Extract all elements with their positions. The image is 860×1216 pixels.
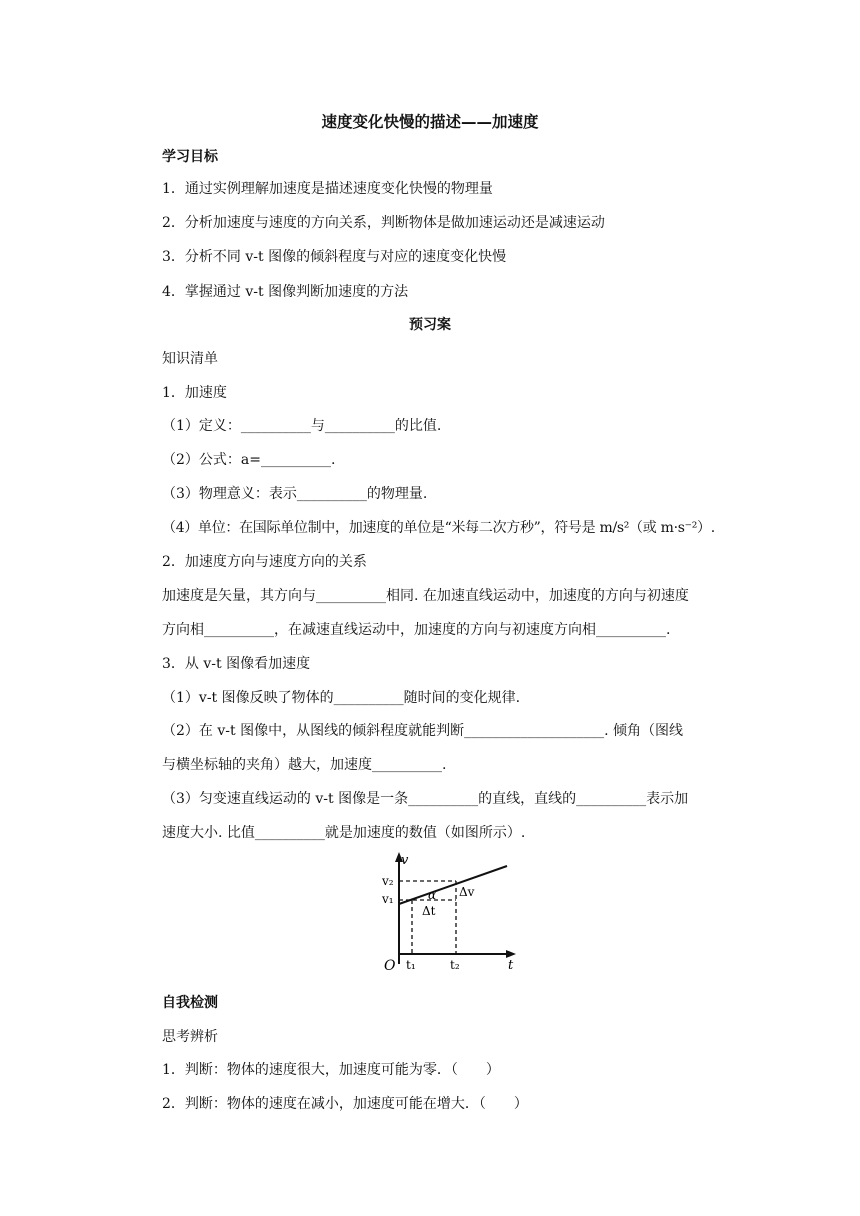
preview-heading: 预习案 [409,317,451,333]
fill-in-line: 速度大小. 比值__________就是加速度的数值（如图所示）. [162,825,526,841]
fill-in-line: （2）公式：a=__________. [162,452,336,468]
objective-item: 1．通过实例理解加速度是描述速度变化快慢的物理量 [162,181,493,197]
origin-label: O [384,958,396,972]
objective-item: 3．分析不同 v-t 图像的倾斜程度与对应的速度变化快慢 [162,249,507,265]
paragraph-line: 方向相__________，在减速直线运动中，加速度的方向与初速度方向相__________. [162,622,671,638]
section-title: 3．从 v-t 图像看加速度 [162,656,311,672]
knowledge-list-heading: 知识清单 [162,351,218,367]
fill-in-line: 与横坐标轴的夹角）越大，加速度__________. [162,757,447,773]
fill-in-line: （2）在 v-t 图像中，从图线的倾斜程度就能判断____________________. 倾角（图线 [162,723,683,739]
delta-v-label: Δv [459,885,475,899]
judgement-item: 2．判断：物体的速度在减小，加速度可能在增大．（ ） [162,1096,528,1112]
page-title: 速度变化快慢的描述——加速度 [321,113,539,131]
fill-in-line: （1）定义：__________与__________的比值. [162,418,442,434]
section-title: 2．加速度方向与速度方向的关系 [162,554,367,570]
thinking-heading: 思考辨析 [162,1029,218,1045]
judgement-item: 1．判断：物体的速度很大，加速度可能为零．（ ） [162,1062,500,1078]
t-axis-label: t [508,958,514,972]
v2-label: v₂ [382,874,394,888]
t1-label: t₁ [406,958,416,972]
fill-in-line: （3）物理意义：表示__________的物理量. [162,486,428,502]
section-title: 1．加速度 [162,385,227,401]
v-axis-label: v [401,853,409,868]
fill-in-line: （1）v-t 图像反映了物体的__________随时间的变化规律. [162,690,521,706]
t-axis-arrow [506,950,516,958]
delta-t-label: Δt [422,904,436,918]
unit-line: （4）单位：在国际单位制中，加速度的单位是“米每二次方秒”，符号是 m/s²（或 m·s⁻²）. [162,520,715,536]
alpha-label: α [428,888,437,902]
t2-label: t₂ [450,958,460,972]
objectives-heading: 学习目标 [162,149,218,165]
graph-line [399,866,507,904]
v1-label: v₁ [382,892,394,906]
objective-item: 4．掌握通过 v-t 图像判断加速度的方法 [162,284,409,300]
paragraph-line: 加速度是矢量，其方向与__________相同. 在加速直线运动中，加速度的方向与初速度 [162,588,689,604]
objective-item: 2．分析加速度与速度的方向关系，判断物体是做加速运动还是减速运动 [162,215,605,231]
selfcheck-heading: 自我检测 [162,995,218,1011]
vt-graph-figure [370,852,520,972]
fill-in-line: （3）匀变速直线运动的 v-t 图像是一条__________的直线，直线的__________表示加 [162,791,689,807]
